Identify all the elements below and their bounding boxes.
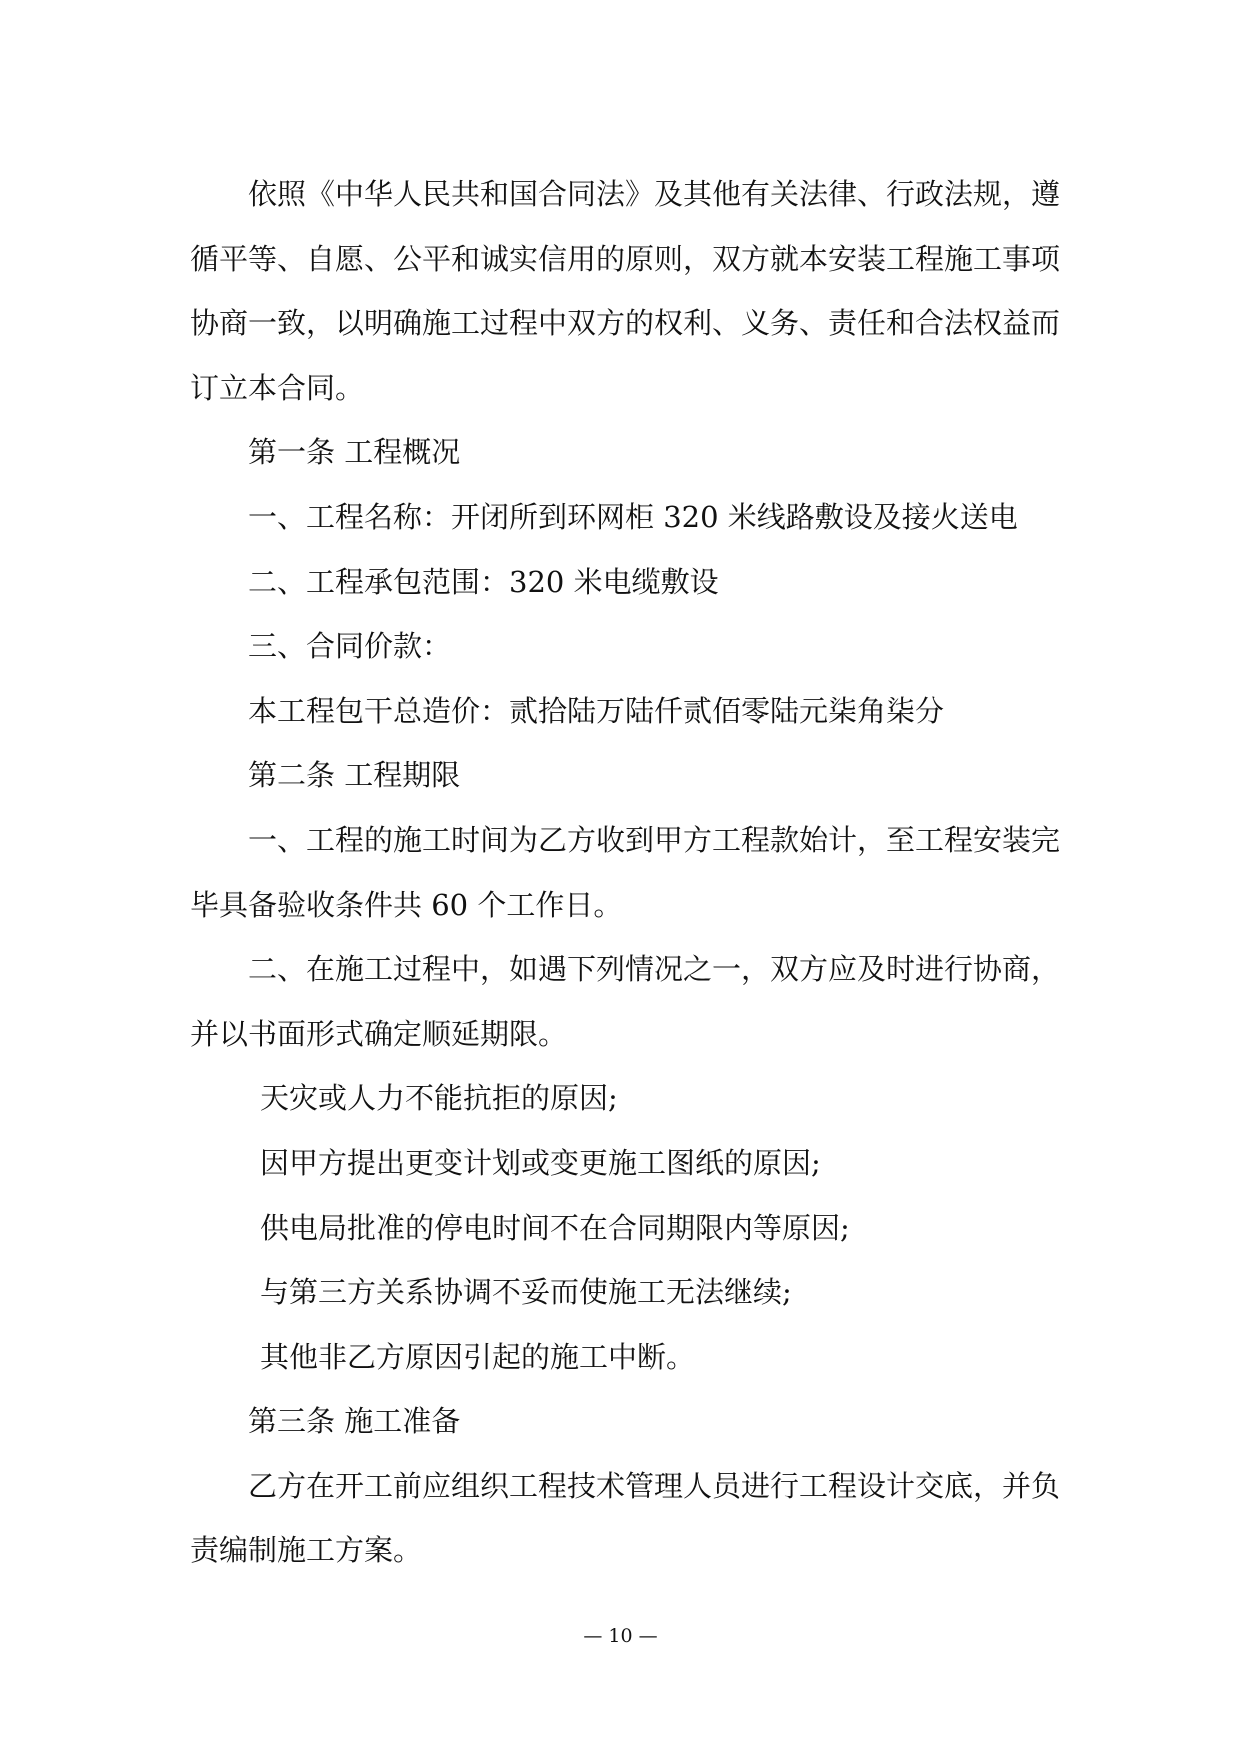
article-1-heading: 第一条 工程概况 [248, 435, 461, 470]
preparation-clause-line-2: 责编制施工方案。 [190, 1533, 423, 1568]
extension-reason-item: 因甲方提出更变计划或变更施工图纸的原因; [260, 1145, 821, 1180]
page-number: — 10 — [583, 1625, 658, 1647]
extension-reason-item: 天灾或人力不能抗拒的原因; [260, 1081, 618, 1116]
article-3-heading: 第三条 施工准备 [248, 1404, 461, 1439]
construction-period-line-1: 一、工程的施工时间为乙方收到甲方工程款始计，至工程安装完 [248, 822, 1061, 857]
paragraph-legal-basis-line-1: 依照《中华人民共和国合同法》及其他有关法律、行政法规，遵 [248, 177, 1061, 211]
contract-body [190, 162, 1070, 1583]
preparation-clause-line-1: 乙方在开工前应组织工程技术管理人员进行工程设计交底，并负 [248, 1468, 1061, 1503]
extension-reason-item: 供电局批准的停电时间不在合同期限内等原因; [260, 1210, 850, 1245]
extension-clause-line-2: 并以书面形式确定顺延期限。 [190, 1016, 568, 1051]
extension-reason-item: 其他非乙方原因引起的施工中断。 [260, 1339, 696, 1374]
paragraph-legal-basis-line-3: 协商一致，以明确施工过程中双方的权利、义务、责任和合法权益而 [190, 306, 1061, 341]
construction-period-line-2: 毕具备验收条件共 60 个工作日。 [190, 887, 623, 922]
contract-price-heading: 三、合同价款： [248, 629, 452, 664]
paragraph-legal-basis-line-2: 循平等、自愿、公平和诚实信用的原则，双方就本安装工程施工事项 [190, 241, 1061, 276]
paragraph-legal-basis-line-4: 订立本合同。 [190, 370, 365, 405]
extension-reason-item: 与第三方关系协调不妥而使施工无法继续; [260, 1275, 792, 1310]
project-name: 一、工程名称：开闭所到环网柜 320 米线路敷设及接火送电 [248, 499, 1018, 534]
project-scope: 二、工程承包范围：320 米电缆敷设 [248, 564, 719, 599]
extension-clause-line-1: 二、在施工过程中，如遇下列情况之一，双方应及时进行协商， [248, 952, 1061, 987]
article-2-heading: 第二条 工程期限 [248, 758, 461, 793]
total-price: 本工程包干总造价：贰拾陆万陆仟贰佰零陆元柒角柒分 [248, 693, 945, 728]
